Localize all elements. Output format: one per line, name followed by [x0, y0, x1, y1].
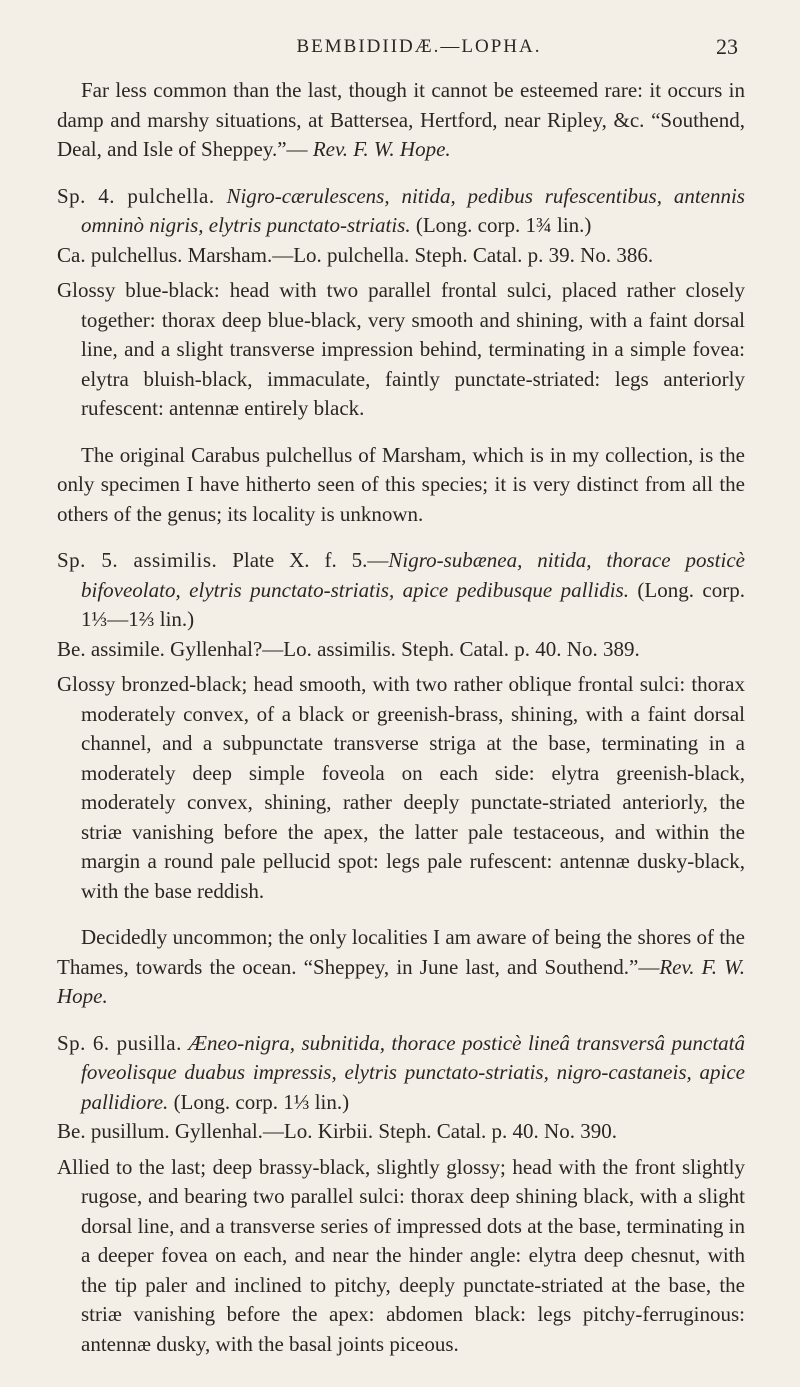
paragraph-text: Decidedly uncommon; the only localities I am aware of being the shores of the Thames, towards the ocean. “Sheppey, in June last, and Southend.”—	[57, 925, 745, 979]
species-5-diagnosis	[57, 546, 745, 635]
species-5-synonymy: Be. assimile. Gyllenhal?—Lo. assimilis. Steph. Catal. p. 40. No. 389.	[57, 636, 640, 661]
measurement: (Long. corp. 1¾ lin.)	[415, 213, 592, 237]
species-6-synonymy: Be. pusillum. Gyllenhal.—Lo. Kirbii. Steph. Catal. p. 40. No. 390.	[57, 1119, 617, 1143]
measurement: (Long. corp. 1⅓ lin.)	[173, 1089, 350, 1114]
species-4-note: The original Carabus pulchellus of Marsham, which is in my collection, is the only specimen I have hitherto seen of this species; it is very distinct from all the others of the genus; its locality is unknown.	[57, 442, 745, 526]
species-heading: Sp. 5. assimilis.	[57, 548, 218, 572]
species-heading: Sp. 4. pulchella.	[57, 183, 215, 208]
paragraph-locality-prev	[57, 76, 745, 165]
running-header	[60, 36, 738, 66]
author-signature: Rev. F. W. Hope.	[312, 137, 451, 161]
species-4-diagnosis	[57, 182, 745, 241]
latin-diagnosis: Æneo-nigra, subnitida, thorace posticè lineâ transversâ punctatâ foveolisque duabus impressis, elytris punctato-striatis, nigro-castaneis, apice pallidiore.	[81, 1030, 745, 1114]
species-4-synonymy: Ca. pulchellus. Marsham.—Lo. pulchella. Steph. Catal. p. 39. No. 386.	[57, 242, 654, 267]
species-heading: Sp. 6. pusilla.	[57, 1030, 182, 1055]
species-4-description: Glossy blue-black: head with two parallel frontal sulci, placed rather closely together: thorax deep blue-black, very smooth and shining, with a faint dorsal line, and a slight transverse impression behind, terminating in a simple fovea: elytra bluish-black, immaculate, faintly punctate-striated: legs anteriorly rufescent: antennæ entirely black.	[57, 278, 745, 420]
species-5-note	[57, 923, 745, 1012]
paragraph-text: Far less common than the last, though it cannot be esteemed rare: it occurs in damp and marshy situations, at Battersea, Hertford, near Ripley, &c. “Southend, Deal, and Isle of Sheppey.”—	[57, 78, 745, 161]
page-number: 23	[716, 34, 738, 59]
latin-diagnosis: Nigro-subænea, nitida, thorace posticè bifoveolato, elytris punctato-striatis, apice pedibusque pallidis.	[81, 548, 745, 602]
running-title: BEMBIDIIDÆ.—LOPHA.	[296, 36, 542, 57]
species-6-description: Allied to the last; deep brassy-black, slightly glossy; head with the front slightly rugose, and bearing two parallel sulci: thorax deep shining black, with a slight dorsal line, and a transverse series of impressed dots at the base, terminating in a deeper fovea on each, and near the hinder angle: elytra deep chesnut, with the tip paler and inclined to pitchy, deeply punctate-striated at the base, the striæ vanishing before the apex: abdomen black: legs pitchy-ferruginous: antennæ dusky, with the basal joints piceous.	[57, 1154, 745, 1356]
measurement: (Long. corp. 1⅓—1⅔ lin.)	[81, 577, 745, 631]
species-6-diagnosis	[57, 1029, 745, 1118]
latin-diagnosis: Nigro-cærulescens, nitida, pedibus rufescentibus, antennis omninò nigris, elytris punctato-striatis.	[81, 183, 745, 237]
page-body	[57, 76, 745, 1376]
species-5-description: Glossy bronzed-black; head smooth, with two rather oblique frontal sulci: thorax moderately convex, of a black or greenish-brass, shining, with a faint dorsal channel, and a subpunctate transverse striga at the base, terminating in a moderately deep simple foveola on each side: elytra greenish-black, moderately convex, shining, rather deeply punctate-striated anteriorly, the striæ vanishing before the apex, the latter pale testaceous, and within the margin a round pale pellucid spot: legs pale rufescent: antennæ dusky-black, with the base reddish.	[57, 672, 745, 903]
plate-reference: Plate X. f. 5.—	[232, 548, 389, 572]
author-signature: Rev. F. W. Hope.	[57, 954, 745, 1008]
